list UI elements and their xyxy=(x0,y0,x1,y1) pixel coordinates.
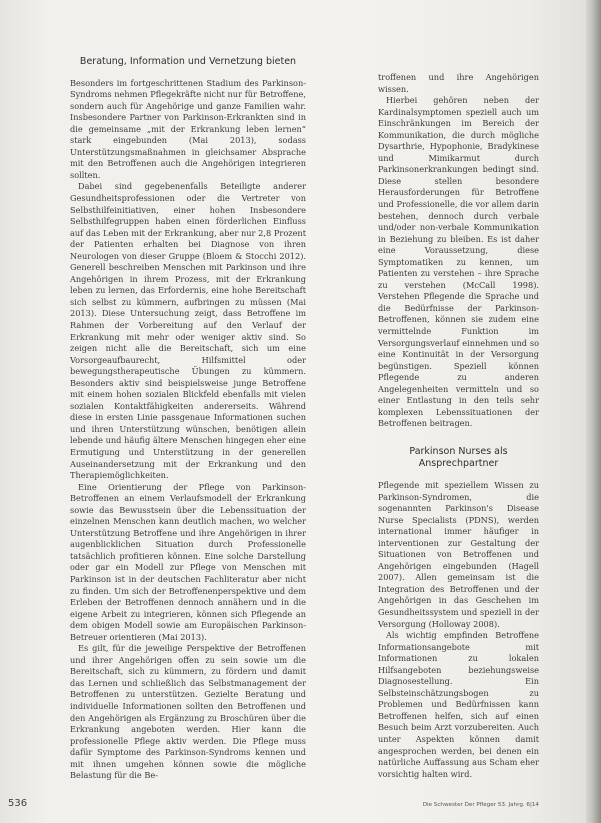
right-paragraph-3: Pflegende mit speziellem Wissen zu Parkinson-Syndromen, die sogenannten Parkinson's Disease Nurse Specialists (PDNS), werden international immer häufiger in interventionen zur Gestaltung der Situationen von Betroffenen und Angehörigen eingebunden (Hagell 2007). Allen gemeinsam ist die Integration des Betroffenen und der Angehörigen in das Geschehen im Gesundheitssystem und speziell in der Versorgung (Holloway 2008). xyxy=(378,479,539,629)
right-paragraph-2: Hierbei gehören neben der Kardinalsymptomen speziell auch um Einschränkungen im Bereich der Kommunikation, die durch mögliche Dysarthrie, Hypophonie, Bradykinese und Mimikarmut durch Parkinsonerkrankungen bedingt sind. Diese stellen besondere Herausforderungen für Betroffene und Professionelle, die vor allem darin bestehen, dennoch durch verbale und/oder non-verbale Kommunikation in Beziehung zu bleiben. Es ist daher eine Voraussetzung, diese Symptomatiken zu kennen, um Patienten zu verstehen – ihre Sprache zu verstehen (McCall 1998). Verstehen Pflegende die Sprache und die Bedürfnisse der Parkinson-Betroffenen, können sie zudem eine vermittelnde Funktion im Versorgungsverlauf einnehmen und so eine Kontinuität in der Versorgung begünstigen. Speziell können Pflegende zu anderen Angelegenheiten vermitteln und so einer Entlastung in den teils sehr komplexen Lebenssituationen der Betroffenen beitragen. xyxy=(378,95,539,429)
left-paragraph-2: Dabei sind gegebenenfalls Beteiligte anderer Gesundheitsprofessionen oder die Vertreter von Selbsthilfeinitiativen, einer hohen Insbesondere Selbsthilfegruppen haben einen förderlichen Einfluss auf das Leben mit der Erkrankung, aber nur 2,8 Prozent der Patienten erhalten bei Diagnose von ihren Neurologen von dieser Gruppe (Bloem & Stocchi 2012). Generell beschreiben Menschen mit Parkinson und ihre Angehörigen in ihrem Prozess, mit der Erkrankung leben zu lernen, das Erfordernis, eine hohe Bereitschaft sich selbst zu kümmern, aufbringen zu müssen (Mai 2013). Diese Untersuchung zeigt, dass Betroffene im Rahmen der Vorbereitung auf den Verlauf der Erkrankung mit mehr oder weniger aktiv sind. So zeigen nicht alle die Bereitschaft, sich um eine Vorsorgeaufbaurecht, Hilfsmittel oder bewegungstherapeutische Übungen zu kümmern. Besonders aktiv sind beispielsweise junge Betroffene mit einem hohen sozialen Blickfeld ebenfalls mit vielen sozialen Kontaktfähigkeiten andererseits. Während diese in ersten Linie passgenaue Informationen suchen und ihren Unterstützung wünschen, benötigen allein lebende und häufig ältere Menschen hingegen eher eine Ermutigung und Unterstützung in der generellen Auseinandersetzung mit der Erkrankung und den Therapiemöglichkeiten. xyxy=(70,181,306,481)
left-paragraph-1: Besonders im fortgeschrittenen Stadium des Parkinson-Syndroms nehmen Pflegekräfte nicht nur für Betroffene, sondern auch für Angehörige und ganze Familien wahr. Insbesondere Partner von Parkinson-Erkrankten sind in die gemeinsame „mit der Erkrankung leben lernen“ stark eingebunden (Mai 2013), sodass Unterstützungsmaßnahmen in gleichsamer Absprache mit den Betroffenen auch die Angehörigen integrieren sollten. xyxy=(70,77,306,180)
right-column xyxy=(378,72,539,780)
section-heading-beratung: Beratung, Information und Vernetzung bieten xyxy=(79,56,297,67)
right-paragraph-1: troffenen und ihre Angehörigen wissen. xyxy=(378,72,539,94)
journal-footer: Die Schwester Der Pfleger 53. Jahrg. 6|14 xyxy=(422,802,539,808)
left-column xyxy=(70,56,306,782)
page-edge-shadow xyxy=(586,0,601,823)
page-number: 536 xyxy=(8,798,28,809)
section-heading-parkinson-nurses: Parkinson Nurses als Ansprechpartner xyxy=(409,445,508,470)
left-paragraph-3: Eine Orientierung der Pflege von Parkinson-Betroffenen an einem Verlaufsmodell der Erkrankung sowie das Bewusstsein über die Lebenssituation der einzelnen Menschen kann deutlich machen, wo welcher Unterstützung Betroffene und ihre Angehörigen in ihrer augenblicklichen Situation durch Professionelle tatsächlich profitieren können. Eine solche Darstellung oder gar ein Modell zur Pflege von Menschen mit Parkinson ist in der deutschen Fachliteratur aber nicht zu finden. Um sich der Betroffenenperspektive und dem Erleben der Betroffenen dennoch annähern und in die eigene Arbeit zu integrieren, können sich Pflegende an dem obigen Modell sowie am Europäischen Parkinson-Betreuer orientieren (Mai 2013). xyxy=(70,481,306,642)
right-paragraph-4: Als wichtig empfinden Betroffene Informationsangebote mit Informationen zu lokalen Hilfsangeboten beziehungsweise Diagnosestellung. Ein Selbsteinschätzungsbogen zu Problemen und Bedürfnissen kann Betroffenen helfen, sich auf einen Besuch beim Arzt vorzubereiten. Auch unter Aspekten können damit angesprochen werden, bei denen ein natürliche Auffassung aus Scham eher vorsichtig halten wird. xyxy=(378,630,539,779)
left-paragraph-4: Es gilt, für die jeweilige Perspektive der Betroffenen und ihrer Angehörigen offen zu sein sowie um die Bereitschaft, sich zu kümmern, zu fördern und damit das Lernen und schließlich das Selbstmanagement der Betroffenen zu unterstützen. Gezielte Beratung und individuelle Informationen sollten den Betroffenen und den Angehörigen als Ergänzung zu Broschüren über die Erkrankung angeboten werden. Hier kann die professionelle Pflege aktiv werden. Die Pflege muss dafür Symptome des Parkinson-Syndroms kennen und mit ihnen umgehen können sowie die mögliche Belastung für die Be- xyxy=(70,643,306,781)
